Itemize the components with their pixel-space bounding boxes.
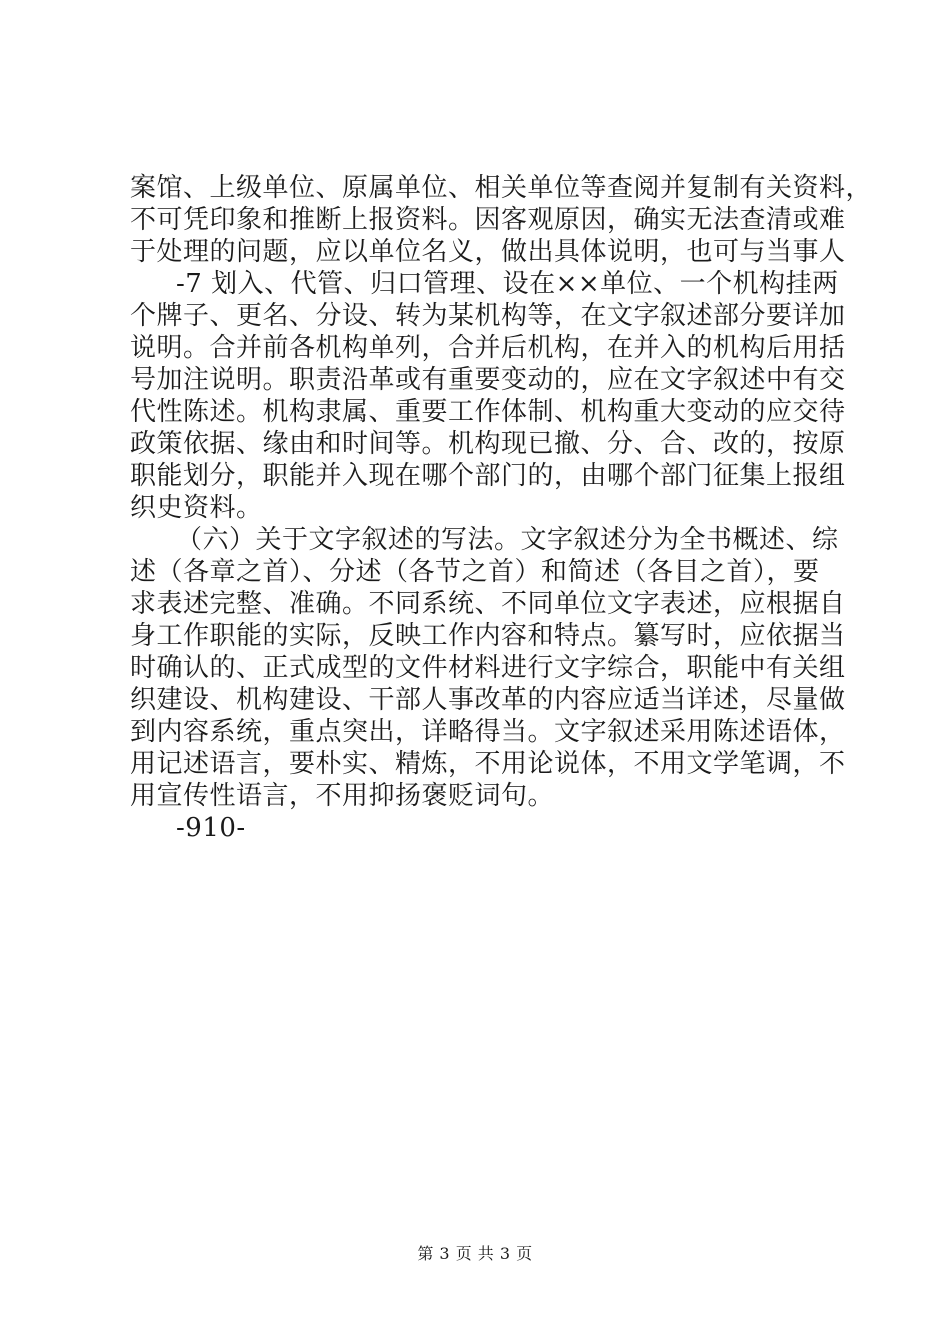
text-line: 用宣传性语言，不用抑扬褒贬词句。	[130, 781, 555, 811]
text-line: 政策依据、缘由和时间等。机构现已撤、分、合、改的，按原	[130, 429, 846, 459]
text-line: -7 划入、代管、归口管理、设在××单位、一个机构挂两	[176, 269, 839, 299]
text-line: 代性陈述。机构隶属、重要工作体制、机构重大变动的应交待	[130, 397, 846, 427]
text-line: 号加注说明。职责沿革或有重要变动的，应在文字叙述中有交	[130, 365, 846, 395]
page-footer: 第 3 页 共 3 页	[417, 1244, 533, 1263]
text-line: 不可凭印象和推断上报资料。因客观原因，确实无法查清或难	[130, 205, 846, 235]
text-line: 求表述完整、准确。不同系统、不同单位文字表述，应根据自	[130, 589, 846, 619]
text-line: 说明。合并前各机构单列，合并后机构，在并入的机构后用括	[130, 333, 846, 363]
text-line: 用记述语言，要朴实、精炼，不用论说体，不用文学笔调，不	[130, 749, 846, 779]
text-line: 个牌子、更名、分设、转为某机构等，在文字叙述部分要详加	[130, 301, 846, 331]
text-line: 职能划分，职能并入现在哪个部门的，由哪个部门征集上报组	[130, 461, 846, 491]
inline-page-marker: -910-	[176, 813, 246, 843]
section-heading-line: （六）关于文字叙述的写法。文字叙述分为全书概述、综	[176, 525, 839, 555]
text-line: 织史资料。	[130, 493, 263, 523]
text-line: 案馆、上级单位、原属单位、相关单位等查阅并复制有关资料，	[130, 173, 873, 203]
text-line: 到内容系统，重点突出，详略得当。文字叙述采用陈述语体，	[130, 717, 846, 747]
text-line: 于处理的问题，应以单位名义，做出具体说明，也可与当事人	[130, 237, 846, 267]
text-line: 织建设、机构建设、干部人事改革的内容应适当详述，尽量做	[130, 685, 846, 715]
document-body	[130, 172, 873, 844]
text-line: 时确认的、正式成型的文件材料进行文字综合，职能中有关组	[130, 653, 846, 683]
text-line: 身工作职能的实际，反映工作内容和特点。纂写时，应依据当	[130, 621, 846, 651]
text-line: 述（各章之首）、分述（各节之首）和简述（各目之首），要	[130, 557, 820, 587]
